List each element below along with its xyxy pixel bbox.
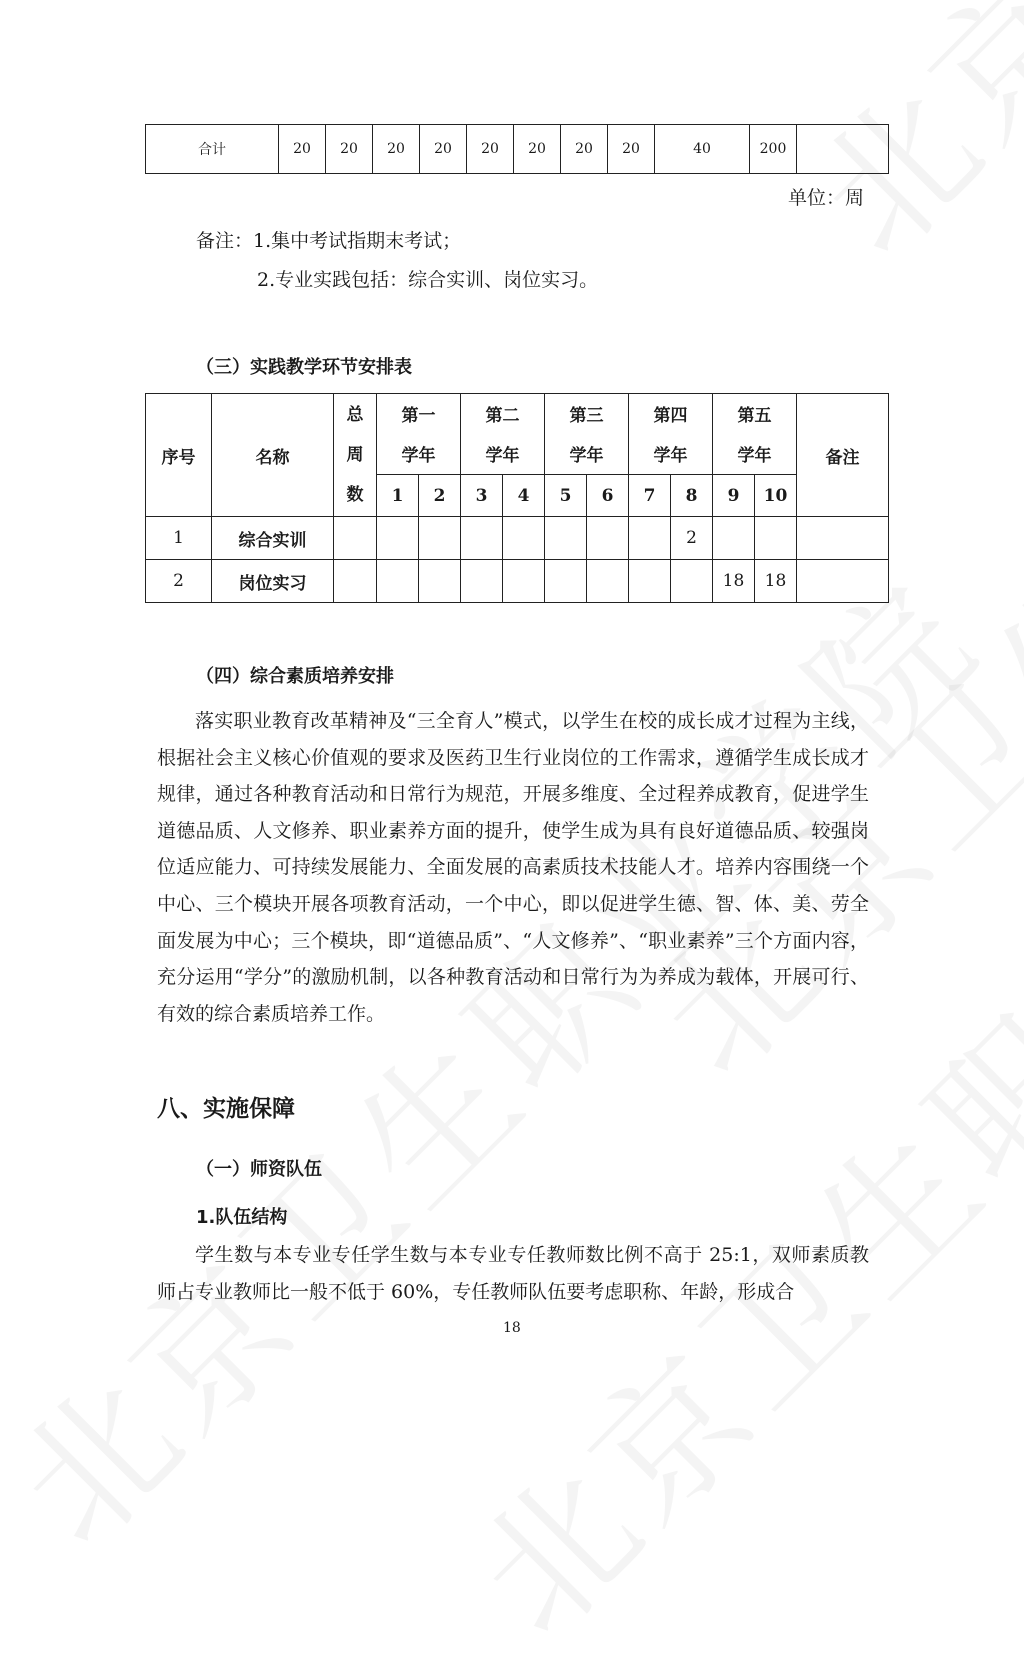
table-row (146, 517, 889, 560)
note-line-2: 2.专业实践包括：综合实训、岗位实习。 (257, 269, 599, 291)
unit-note: 单位：周 (788, 187, 865, 209)
cell-term: 18 (713, 560, 755, 603)
summary-cell (797, 125, 889, 174)
cell-name: 综合实训 (212, 517, 334, 560)
cell-term (419, 517, 461, 560)
header-term: 2 (419, 475, 461, 517)
page-number: 18 (503, 1320, 521, 1336)
subsection-title: 1.队伍结构 (196, 1207, 288, 1228)
cell-term (545, 560, 587, 603)
table-row (146, 394, 889, 434)
cell-term (587, 560, 629, 603)
section-3-title: （三）实践教学环节安排表 (196, 357, 412, 378)
cell-seq: 1 (146, 517, 212, 560)
header-year-3: 第三 (545, 394, 629, 434)
cell-term (629, 560, 671, 603)
header-term: 4 (503, 475, 545, 517)
cell-remark (797, 560, 889, 603)
header-year-2: 第二 (461, 394, 545, 434)
cell-term (461, 517, 503, 560)
header-term: 3 (461, 475, 503, 517)
summary-cell: 20 (467, 125, 514, 174)
cell-term (545, 517, 587, 560)
summary-cell: 20 (326, 125, 373, 174)
cell-term (671, 560, 713, 603)
header-term: 5 (545, 475, 587, 517)
summary-cell: 20 (373, 125, 420, 174)
cell-term (377, 517, 419, 560)
note-line-1: 备注：1.集中考试指期末考试； (196, 230, 462, 252)
cell-term (587, 517, 629, 560)
section-4-body: 落实职业教育改革精神及“三全育人”模式，以学生在校的成长成才过程为主线，根据社会主义核心价值观的要求及医药卫生行业岗位的工作需求，遵循学生成长成才规律，通过各种教育活动和日常行为规范，开展多维度、全过程养成教育，促进学生道德品质、人文修养、职业素养方面的提升，使学生成为具有良好道德品质、较强岗位适应能力、可持续发展能力、全面发展的高素质技术技能人才。培养内容围绕一个中心、三个模块开展各项教育活动，一个中心，即以促进学生德、智、体、美、劳全面发展为中心；三个模块，即“道德品质”、“人文修养”、“职业素养”三个方面内容，充分运用“学分”的激励机制，以各种教育活动和日常行为为养成为载体，开展可行、有效的综合素质培养工作。 (157, 710, 869, 1025)
section-4-title: （四）综合素质培养安排 (196, 666, 394, 687)
cell-total (334, 560, 377, 603)
header-term: 10 (755, 475, 797, 517)
header-term: 9 (713, 475, 755, 517)
header-term: 7 (629, 475, 671, 517)
header-year-4-label: 学年 (629, 434, 713, 475)
header-year-3-label: 学年 (545, 434, 629, 475)
cell-term (503, 517, 545, 560)
summary-cell: 20 (608, 125, 655, 174)
header-term: 8 (671, 475, 713, 517)
header-remark: 备注 (797, 394, 889, 517)
cell-term (755, 517, 797, 560)
cell-term (629, 517, 671, 560)
cell-remark (797, 517, 889, 560)
cell-term: 18 (755, 560, 797, 603)
summary-cell: 40 (655, 125, 750, 174)
table-row (146, 125, 889, 174)
header-seq: 序号 (146, 394, 212, 517)
summary-cell: 20 (279, 125, 326, 174)
table-row (146, 560, 889, 603)
summary-label: 合计 (146, 125, 279, 174)
chapter-8-title: 八、实施保障 (157, 1096, 295, 1122)
header-year-1-label: 学年 (377, 434, 461, 475)
cell-term (461, 560, 503, 603)
header-year-5-label: 学年 (713, 434, 797, 475)
summary-cell: 20 (561, 125, 608, 174)
header-year-5: 第五 (713, 394, 797, 434)
practice-table (145, 393, 889, 603)
summary-cell: 20 (420, 125, 467, 174)
cell-name: 岗位实习 (212, 560, 334, 603)
section-8-1-title: （一）师资队伍 (196, 1159, 322, 1180)
header-total: 总 周 数 (334, 394, 377, 517)
summary-cell: 20 (514, 125, 561, 174)
subsection-body: 学生数与本专业专任学生数与本专业专任教师数比例不高于 25:1，双师素质教师占专业教师比一般不低于 60%，专任教师队伍要考虑职称、年龄，形成合 (157, 1244, 869, 1303)
watermark (0, 525, 1018, 1583)
cell-term (419, 560, 461, 603)
cell-term: 2 (671, 517, 713, 560)
header-term: 6 (587, 475, 629, 517)
header-year-2-label: 学年 (461, 434, 545, 475)
cell-term (377, 560, 419, 603)
summary-table (145, 124, 889, 174)
cell-seq: 2 (146, 560, 212, 603)
cell-term (503, 560, 545, 603)
header-name: 名称 (212, 394, 334, 517)
header-year-1: 第一 (377, 394, 461, 434)
header-year-4: 第四 (629, 394, 713, 434)
header-term: 1 (377, 475, 419, 517)
cell-total (334, 517, 377, 560)
cell-term (713, 517, 755, 560)
summary-cell: 200 (750, 125, 797, 174)
